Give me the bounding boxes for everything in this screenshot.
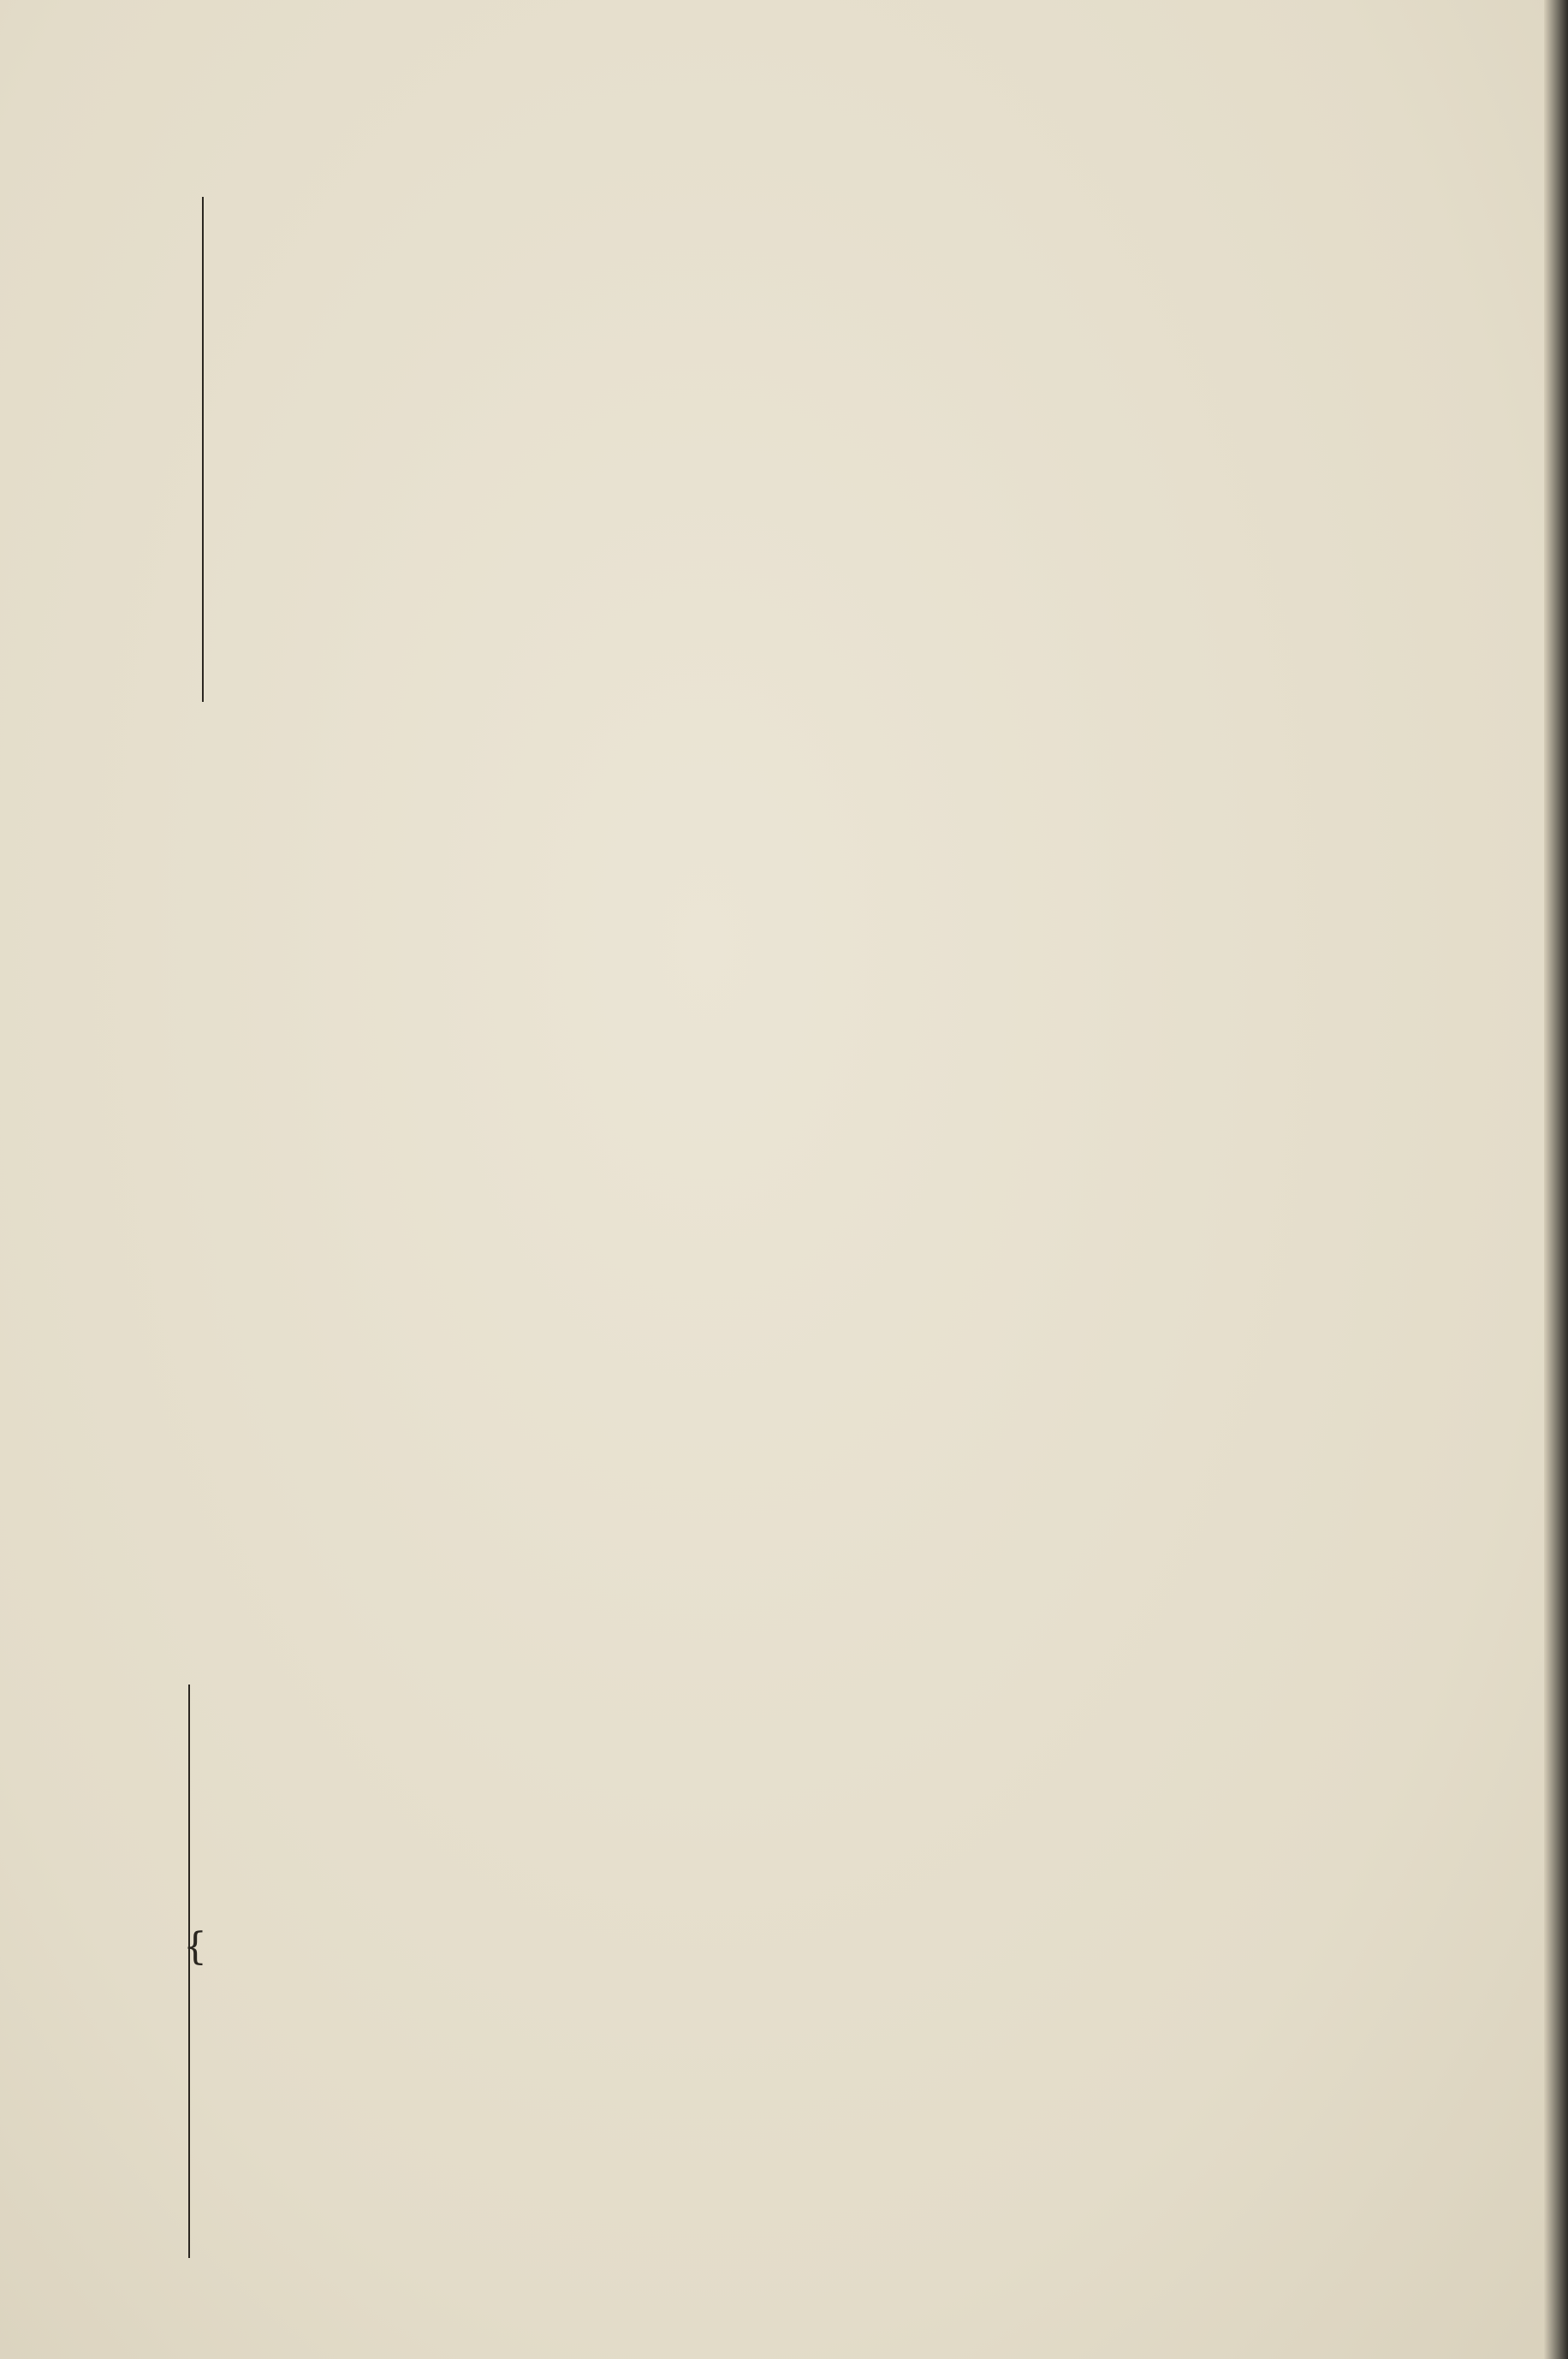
revenu-brace: { [183, 1925, 207, 1969]
page-header [0, 110, 1568, 152]
page-edge-shadow [1544, 0, 1568, 2359]
top-list-bracket [202, 197, 204, 702]
